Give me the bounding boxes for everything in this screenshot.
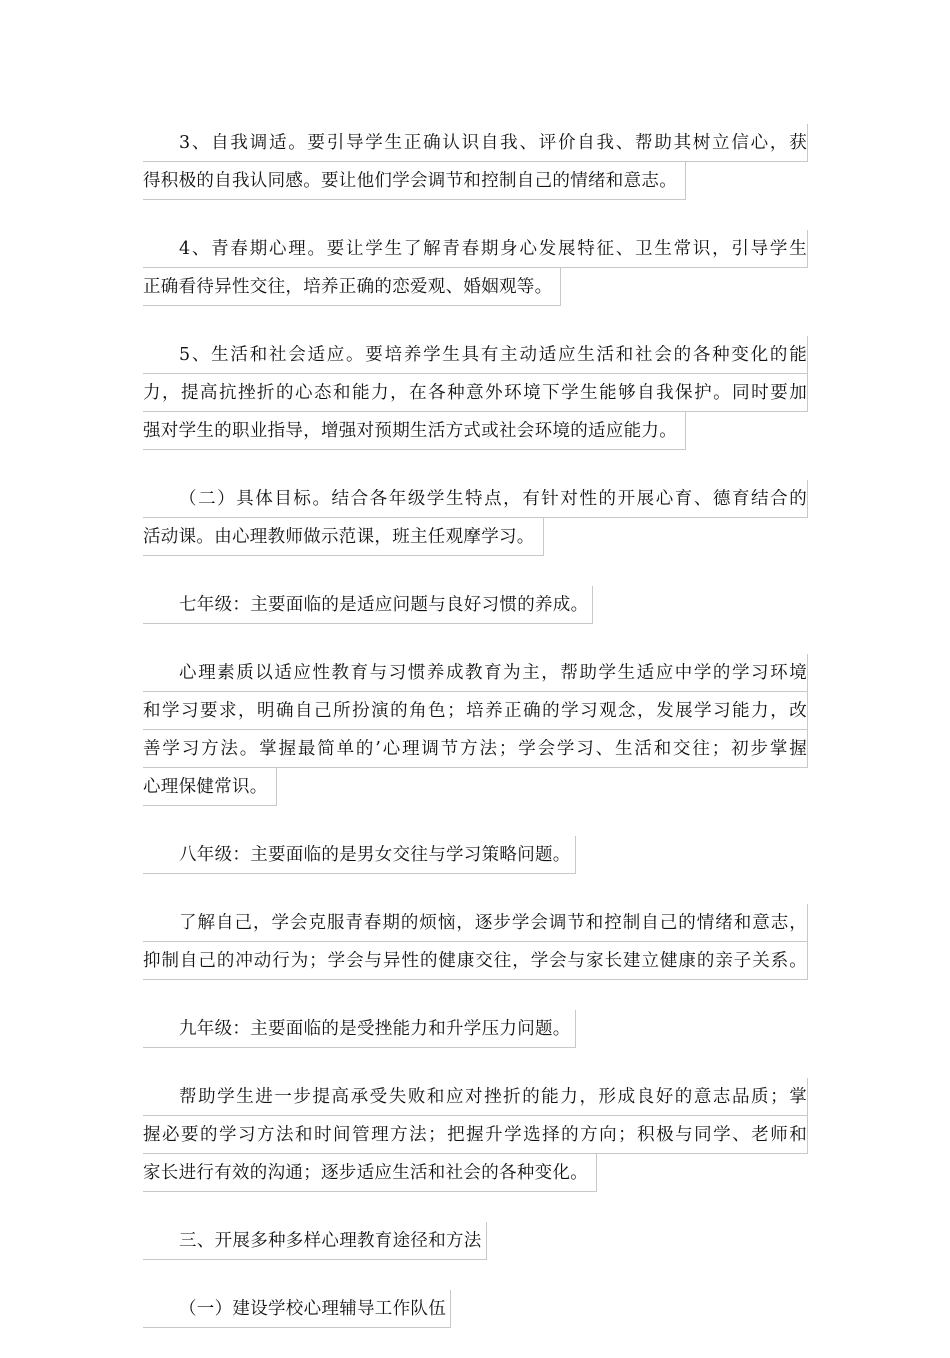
- grade-heading: 九年级：主要面临的是受挫能力和升学压力问题。: [143, 1010, 576, 1048]
- paragraph-line: 得积极的自我认同感。要让他们学会调节和控制自己的情绪和意志。: [143, 162, 686, 200]
- paragraph-line: 心理保健常识。: [143, 768, 277, 806]
- paragraph-adolescence: [143, 230, 808, 306]
- grade-heading: 七年级：主要面临的是适应问题与良好习惯的养成。: [143, 586, 593, 624]
- paragraph-line: 抑制自己的冲动行为；学会与异性的健康交往，学会与家长建立健康的亲子关系。: [143, 942, 808, 980]
- paragraph-line: 心理素质以适应性教育与习惯养成教育为主，帮助学生适应中学的学习环境: [143, 654, 808, 692]
- paragraph-line: 强对学生的职业指导，增强对预期生活方式或社会环境的适应能力。: [143, 412, 686, 450]
- subsection-heading-3-1: [143, 1290, 808, 1328]
- paragraph-grade9-title: [143, 1010, 808, 1048]
- section-heading-3: [143, 1222, 808, 1260]
- paragraph-line: 5、生活和社会适应。要培养学生具有主动适应生活和社会的各种变化的能: [143, 336, 808, 374]
- paragraph-grade7-body: [143, 654, 808, 806]
- paragraph-self-adjustment: [143, 124, 808, 200]
- paragraph-specific-goals: [143, 480, 808, 556]
- paragraph-line: （二）具体目标。结合各年级学生特点，有针对性的开展心育、德育结合的: [143, 480, 808, 518]
- grade-heading: 八年级：主要面临的是男女交往与学习策略问题。: [143, 836, 576, 874]
- section-heading: 三、开展多种多样心理教育途径和方法: [143, 1222, 487, 1260]
- paragraph-line: 家长进行有效的沟通；逐步适应生活和社会的各种变化。: [143, 1154, 597, 1192]
- paragraph-grade8-body: [143, 904, 808, 980]
- paragraph-grade7-title: [143, 586, 808, 624]
- paragraph-line: 力，提高抗挫折的心态和能力，在各种意外环境下学生能够自我保护。同时要加: [143, 374, 808, 412]
- paragraph-line: 和学习要求，明确自己所扮演的角色；培养正确的学习观念，发展学习能力，改: [143, 692, 808, 730]
- document-page: [143, 124, 808, 1358]
- paragraph-grade8-title: [143, 836, 808, 874]
- paragraph-line: 帮助学生进一步提高承受失败和应对挫折的能力，形成良好的意志品质；掌: [143, 1078, 808, 1116]
- paragraph-line: 4、青春期心理。要让学生了解青春期身心发展特征、卫生常识，引导学生: [143, 230, 808, 268]
- paragraph-line: 了解自己，学会克服青春期的烦恼，逐步学会调节和控制自己的情绪和意志，: [143, 904, 808, 942]
- paragraph-grade9-body: [143, 1078, 808, 1192]
- paragraph-line: 活动课。由心理教师做示范课，班主任观摩学习。: [143, 518, 544, 556]
- paragraph-line: 3、自我调适。要引导学生正确认识自我、评价自我、帮助其树立信心，获: [143, 124, 808, 162]
- paragraph-line: 正确看待异性交往，培养正确的恋爱观、婚姻观等。: [143, 268, 561, 306]
- subsection-heading: （一）建设学校心理辅导工作队伍: [143, 1290, 451, 1328]
- paragraph-social-adaptation: [143, 336, 808, 450]
- paragraph-line: 握必要的学习方法和时间管理方法；把握升学选择的方向；积极与同学、老师和: [143, 1116, 808, 1154]
- paragraph-line: 善学习方法。掌握最简单的’心理调节方法；学会学习、生活和交往；初步掌握: [143, 730, 808, 768]
